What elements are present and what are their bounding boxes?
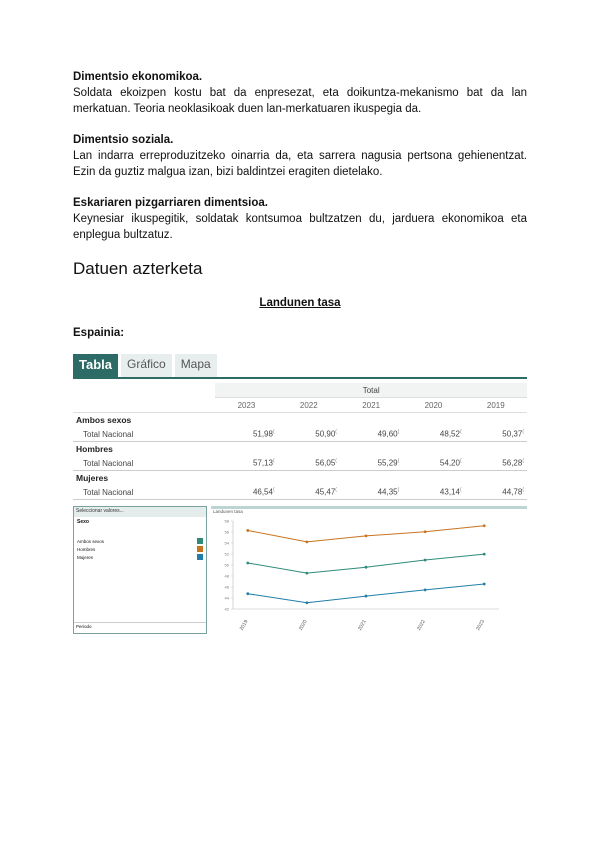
y-tick-label: 52 [224,551,229,557]
legend-item[interactable] [74,553,206,561]
table-cell [278,456,340,471]
total-header: Total [215,383,527,398]
table-row [73,427,527,442]
group-label: Ambos sexos [76,415,132,425]
cell-value: 46,54 [252,487,273,497]
data-table-widget [73,353,527,500]
note-icon: ( [459,487,462,494]
group-label: Hombres [76,444,113,454]
year-header: 2022 [278,398,340,413]
group-row [73,442,527,457]
cell-value: 57,13 [252,458,273,468]
cell-value: 51,98 [252,429,273,439]
legend-label: Hombres [77,546,96,552]
legend-label: Mujeres [77,554,94,560]
chart-subtitle: Landunen tasa [259,297,341,309]
data-point[interactable] [365,535,368,538]
table-cell [465,485,527,500]
cell-value: 56,28 [502,458,523,468]
data-point[interactable] [246,529,249,532]
cell-value: 44,78 [502,487,523,497]
cell-value: 48,52 [439,429,460,439]
note-icon: ( [272,458,275,465]
tab-bar [73,353,527,379]
note-icon: ( [397,458,400,465]
group-row [73,413,527,428]
data-point[interactable] [305,601,308,604]
data-point[interactable] [424,559,427,562]
note-icon: ( [522,487,524,494]
text-section [73,70,527,117]
legend-swatch [197,538,203,544]
empty-cell [73,398,215,413]
group-row [73,471,527,486]
variable-selector-panel [73,506,207,634]
x-tick-label: 2022 [416,619,427,632]
period-footer[interactable]: Periodo [74,622,206,633]
table-cell [340,485,402,500]
table-row [73,456,527,471]
section-text: Soldata ekoizpen kostu bat da enpresezat, eta doikuntza-mekanismo bat da lan merkatuan. Teoria neoklasikoak duen lan-merkatuaren ikuspegia da. [73,87,527,115]
chart-widget [73,506,527,634]
table-cell [402,485,464,500]
table-cell [215,456,277,471]
data-point[interactable] [483,553,486,556]
legend-swatch [197,554,203,560]
selector-title: Seleccionar valores... [74,507,206,517]
note-icon: ( [397,429,400,436]
y-tick-label: 56 [224,529,229,535]
note-icon: ( [272,429,275,436]
cell-value: 50,90 [315,429,336,439]
country-label: Espainia: [73,327,125,339]
table-row [73,485,527,500]
cell-value: 54,20 [439,458,460,468]
years-row [73,398,527,413]
row-label: Total Nacional [73,485,215,500]
table-cell [340,456,402,471]
header-row [73,383,527,398]
table-cell [215,485,277,500]
data-point[interactable] [483,583,486,586]
x-tick-label: 2019 [238,619,250,632]
legend-item[interactable] [74,537,206,545]
note-icon: ( [522,458,524,465]
y-tick-label: 46 [224,584,229,590]
table-cell [340,427,402,442]
cell-value: 43,14 [439,487,460,497]
row-label: Total Nacional [73,456,215,471]
section-heading: Datuen azterketa [73,259,203,278]
empty-cell [73,383,215,398]
note-icon: ( [459,458,462,465]
cell-value: 55,29 [377,458,398,468]
note-icon: ( [335,487,337,494]
data-point[interactable] [483,524,486,527]
y-tick-label: 48 [224,573,229,579]
legend-item[interactable] [74,545,206,553]
note-icon: ( [335,458,337,465]
chart-header: Landunen tasa [213,509,243,514]
table-cell [278,427,340,442]
year-header: 2021 [340,398,402,413]
y-tick-label: 42 [224,606,229,612]
table-cell [402,456,464,471]
series-line [248,526,484,542]
section-text: Keynesiar ikuspegitik, soldatak kontsumoa bultzatzen du, jarduera ekonomikoa eta enplegua bultzatuz. [73,213,527,241]
y-tick-label: 50 [224,562,229,568]
year-header: 2019 [465,398,527,413]
chart-panel [211,506,527,634]
tab-mapa[interactable]: Mapa [175,354,217,377]
document-page [73,70,527,634]
cell-value: 56,05 [315,458,336,468]
data-point[interactable] [246,592,249,595]
line-chart [211,515,527,633]
section-title: Dimentsio soziala. [73,134,174,146]
note-icon: ( [522,429,524,436]
x-tick-label: 2020 [297,619,309,632]
cell-value: 45,47 [315,487,336,497]
note-icon: ( [397,487,400,494]
data-point[interactable] [365,595,368,598]
text-section [73,133,527,180]
year-header: 2020 [402,398,464,413]
section-text: Lan indarra erreproduzitzeko oinarria da, eta sarrera nagusia pertsona gehienentzat. Ezin da guztiz malgua izan, bizi baldintzei eragiten dietelako. [73,150,527,178]
legend-swatch [197,546,203,552]
cell-value: 50,37 [502,429,523,439]
table-cell [402,427,464,442]
tab-grafico[interactable]: Gráfico [121,354,172,377]
row-label: Total Nacional [73,427,215,442]
y-tick-label: 44 [224,595,229,601]
table-cell [465,456,527,471]
cell-value: 49,60 [377,429,398,439]
table-cell [278,485,340,500]
x-tick-label: 2021 [356,619,368,632]
section-title: Dimentsio ekonomikoa. [73,71,203,83]
data-point[interactable] [365,566,368,569]
series-line [248,584,484,603]
section-title: Eskariaren pizgarriaren dimentsioa. [73,197,268,209]
cell-value: 44,35 [377,487,398,497]
tab-tabla[interactable]: Tabla [73,354,118,377]
series-line [248,554,484,573]
data-table [73,383,527,500]
note-icon: ( [335,429,337,436]
group-label: Mujeres [76,473,109,483]
text-section [73,196,527,243]
y-tick-label: 58 [224,518,229,524]
data-point[interactable] [305,541,308,544]
data-point[interactable] [424,589,427,592]
table-cell [465,427,527,442]
table-cell [215,427,277,442]
legend-label: Ambos sexos [77,538,105,544]
x-tick-label: 2023 [475,619,486,632]
y-tick-label: 54 [224,540,229,546]
note-icon: ( [272,487,275,494]
filter-label[interactable]: Sexo [77,519,89,525]
data-point[interactable] [424,530,427,533]
year-header: 2023 [215,398,277,413]
data-point[interactable] [246,562,249,565]
data-point[interactable] [305,572,308,575]
note-icon: ( [459,429,462,436]
